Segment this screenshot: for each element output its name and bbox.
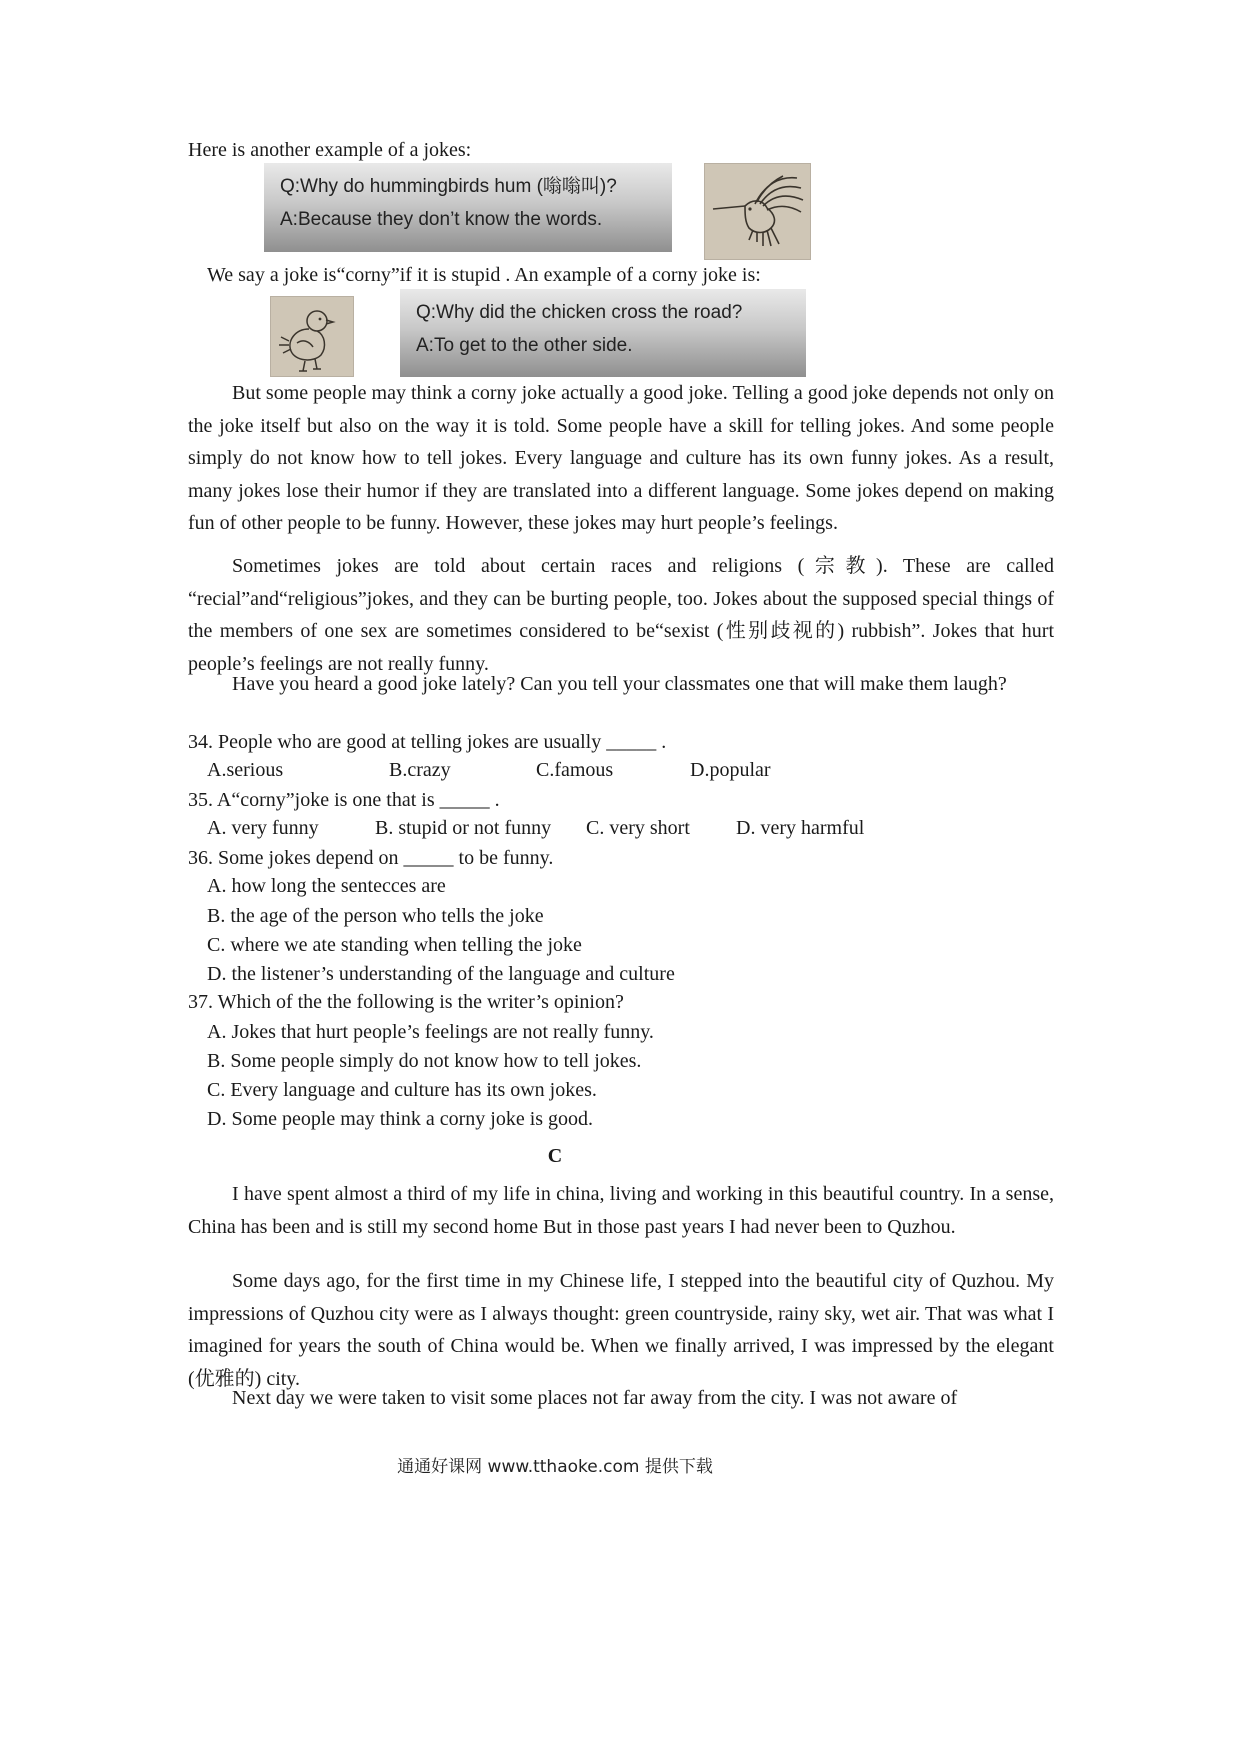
question-37-option-b: B. Some people simply do not know how to tell jokes. — [207, 1050, 642, 1072]
section-c-paragraph-3: Next day we were taken to visit some places not far away from the city. I was not aware of — [232, 1387, 958, 1409]
question-34-option-d: D.popular — [690, 759, 771, 781]
question-36-option-a: A. how long the sentecces are — [207, 875, 446, 897]
hummingbird-illustration — [704, 163, 811, 260]
question-36-option-c: C. where we ate standing when telling the joke — [207, 934, 582, 956]
chick-illustration — [270, 296, 354, 377]
question-34-option-c: C.famous — [536, 759, 614, 781]
question-34-option-a: A.serious — [207, 759, 284, 781]
question-37-option-c: C. Every language and culture has its own jokes. — [207, 1079, 597, 1101]
corny-intro-line: We say a joke is“corny”if it is stupid . An example of a corny joke is: — [207, 264, 761, 286]
paragraph-1: But some people may think a corny joke actually a good joke. Telling a good joke depends not only on the joke itself but also on the way it is told. Some people have a skill for telling jokes. And some people simply do not know how to tell jokes. Every language and culture has its own funny jokes. As a result, many jokes lose their humor if they are translated into a different language. Some jokes depend on making fun of other people to be funny. However, these jokes may hurt people’s feelings. — [188, 382, 1054, 534]
joke-box-chicken — [400, 289, 806, 377]
joke-answer: A:To get to the other side. — [416, 335, 633, 356]
question-35-stem: 35. A“corny”joke is one that is _____ . — [188, 789, 500, 811]
question-35-option-d: D. very harmful — [736, 817, 865, 839]
question-35-option-b: B. stupid or not funny — [375, 817, 552, 839]
section-c-paragraph-1: I have spent almost a third of my life in china, living and working in this beautiful country. In a sense, China has been and is still my second home But in those past years I had never been to Quzhou. — [188, 1183, 1054, 1238]
question-35-option-c: C. very short — [586, 817, 690, 839]
question-36-stem: 36. Some jokes depend on _____ to be funny. — [188, 847, 554, 869]
chick-icon — [271, 297, 353, 376]
question-34-option-b: B.crazy — [389, 759, 451, 781]
question-37-option-d: D. Some people may think a corny joke is good. — [207, 1108, 594, 1130]
paragraph-2: Sometimes jokes are told about certain races and religions (宗教). These are called “recial”and“religious”jokes, and they can be burting people, too. Jokes about the supposed special things of the members of one sex are sometimes considered to be“sexist (性别歧视的) rubbish”. Jokes that hurt people’s feelings are not really funny. — [188, 555, 1054, 675]
joke-question: Q:Why do hummingbirds hum (嗡嗡叫)? — [280, 176, 617, 197]
question-35-option-a: A. very funny — [207, 817, 319, 839]
joke-box-hummingbird — [264, 163, 672, 252]
question-36-option-b: B. the age of the person who tells the joke — [207, 905, 544, 927]
hummingbird-icon — [705, 164, 810, 259]
question-37-option-a: A. Jokes that hurt people’s feelings are not really funny. — [207, 1021, 654, 1043]
section-heading: C — [547, 1145, 563, 1167]
question-34-stem: 34. People who are good at telling jokes are usually _____ . — [188, 731, 667, 753]
paragraph-3: Have you heard a good joke lately? Can you tell your classmates one that will make them laugh? — [232, 673, 1007, 695]
question-37-stem: 37. Which of the the following is the writer’s opinion? — [188, 991, 624, 1013]
joke-question: Q:Why did the chicken cross the road? — [416, 302, 743, 323]
footer: 通通好课网 www.tthaoke.com 提供下载 — [397, 1457, 713, 1477]
section-c-paragraph-2: Some days ago, for the first time in my Chinese life, I stepped into the beautiful city of Quzhou. My impressions of Quzhou city were as I always thought: green countryside, rainy sky, wet air. That was what I imagined for years the south of China would be. When we finally arrived, I was impressed by the elegant (优雅的) city. — [188, 1270, 1054, 1390]
intro-line: Here is another example of a jokes: — [188, 139, 472, 161]
question-36-option-d: D. the listener’s understanding of the language and culture — [207, 963, 675, 985]
joke-answer: A:Because they don’t know the words. — [280, 209, 603, 230]
